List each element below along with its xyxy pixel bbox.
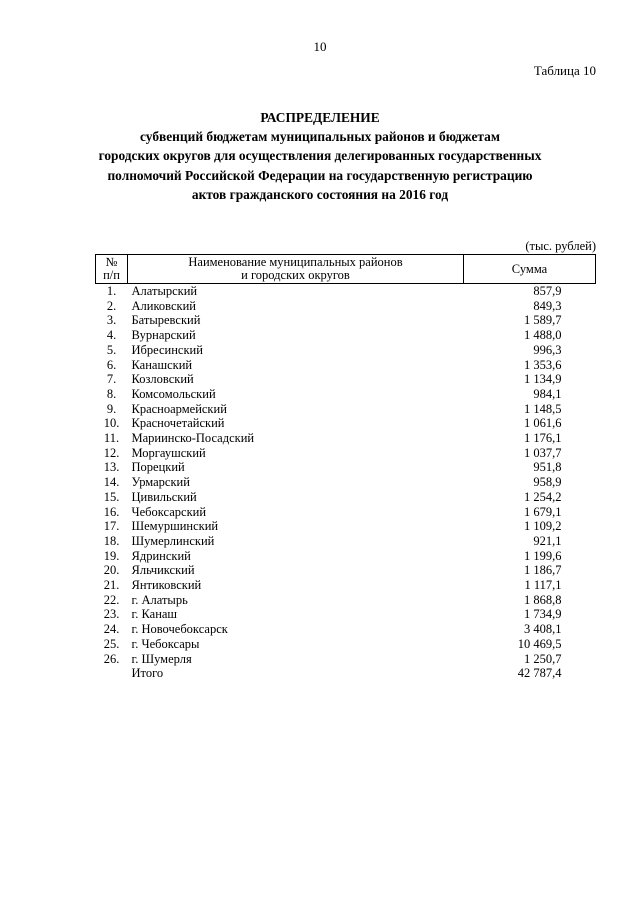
total-row — [96, 666, 596, 681]
row-name: Цивильский — [131, 489, 197, 504]
row-amount: 857,9 — [533, 284, 562, 298]
table-row — [96, 563, 596, 578]
row-number: 21. — [103, 578, 120, 593]
row-number: 18. — [103, 533, 120, 548]
table-row — [96, 622, 596, 637]
row-amount: 1 148,5 — [524, 401, 562, 416]
row-number: 17. — [103, 519, 120, 534]
page-number: 10 — [313, 39, 327, 54]
row-name: Комсомольский — [131, 386, 216, 401]
row-amount: 10 469,5 — [517, 636, 562, 651]
units-note: (тыс. рублей) — [525, 239, 596, 253]
row-name: г. Шумерля — [131, 651, 192, 666]
table-header — [96, 255, 596, 284]
row-amount: 1 186,7 — [524, 563, 562, 578]
table-row — [96, 431, 596, 446]
total-label: Итого — [131, 666, 164, 681]
title-line-4: полномочий Российской Федерации на государственную регистрацию — [107, 167, 533, 183]
row-number: 22. — [103, 592, 120, 607]
header-num-line-1: № — [105, 255, 118, 269]
row-number: 16. — [103, 504, 120, 519]
table-row — [96, 475, 596, 490]
table-row — [96, 299, 596, 314]
row-number: 1. — [106, 284, 117, 298]
row-number: 2. — [106, 298, 117, 313]
header-name-line-2: и городских округов — [241, 268, 350, 282]
table-row — [96, 652, 596, 667]
row-name: Красноармейский — [131, 401, 227, 416]
table-row — [96, 358, 596, 373]
row-name: Батыревский — [131, 313, 201, 328]
row-name: Мариинско-Посадский — [131, 431, 255, 446]
row-amount: 921,1 — [533, 533, 562, 548]
row-name: г. Алатырь — [131, 592, 188, 607]
row-number: 15. — [103, 489, 120, 504]
table-row — [96, 490, 596, 505]
row-name: Ибресинский — [131, 342, 203, 357]
row-amount: 1 061,6 — [524, 416, 562, 431]
row-amount: 1 250,7 — [524, 651, 562, 666]
table-row — [96, 416, 596, 431]
total-number — [96, 666, 128, 681]
row-amount: 1 353,6 — [524, 357, 562, 372]
row-amount: 1 868,8 — [524, 592, 562, 607]
row-amount: 1 117,1 — [524, 578, 562, 593]
header-num — [96, 255, 128, 284]
distribution-table — [95, 254, 596, 681]
table-row — [96, 343, 596, 358]
row-amount: 984,1 — [533, 386, 562, 401]
table-row — [96, 505, 596, 520]
table-row — [96, 460, 596, 475]
row-amount: 3 408,1 — [524, 622, 562, 637]
row-number: 19. — [103, 548, 120, 563]
row-number: 3. — [106, 313, 117, 328]
row-number: 6. — [106, 357, 117, 372]
row-amount: 1 679,1 — [524, 504, 562, 519]
table-row — [96, 549, 596, 564]
table-row — [96, 387, 596, 402]
row-amount: 996,3 — [533, 342, 562, 357]
row-amount: 1 037,7 — [524, 445, 562, 460]
row-number: 10. — [103, 416, 120, 431]
title-line-3: городских округов для осуществления делегированных государственных — [98, 148, 542, 164]
row-number: 9. — [106, 401, 117, 416]
row-name: г. Канаш — [131, 607, 178, 622]
header-amount: Сумма — [464, 255, 596, 284]
row-name: Чебоксарский — [131, 504, 207, 519]
row-name: Порецкий — [131, 460, 185, 475]
table-row — [96, 534, 596, 549]
header-name-line-1: Наименование муниципальных районов — [188, 255, 403, 269]
row-name: Шумерлинский — [131, 533, 215, 548]
table-row — [96, 578, 596, 593]
row-name: г. Новочебоксарск — [131, 622, 228, 637]
row-name: Аликовский — [131, 298, 196, 313]
row-number: 23. — [103, 607, 120, 622]
table-row — [96, 519, 596, 534]
row-amount: 1 199,6 — [524, 548, 562, 563]
row-name: Алатырский — [131, 284, 198, 298]
row-number: 4. — [106, 328, 117, 343]
title-line-5: актов гражданского состояния на 2016 год — [191, 186, 449, 202]
row-number: 25. — [103, 636, 120, 651]
title-line-2: субвенций бюджетам муниципальных районов и бюджетам — [140, 129, 500, 145]
row-amount: 849,3 — [533, 298, 562, 313]
row-amount: 951,8 — [533, 460, 562, 475]
table-row — [96, 313, 596, 328]
row-name: Канашский — [131, 357, 193, 372]
row-amount: 1 134,9 — [524, 372, 562, 387]
row-number: 7. — [106, 372, 117, 387]
row-number: 11. — [103, 431, 120, 446]
header-num-line-2: п/п — [103, 268, 120, 282]
row-amount: 1 734,9 — [524, 607, 562, 622]
row-number: 26. — [103, 651, 120, 666]
row-amount: 1 589,7 — [524, 313, 562, 328]
total-amount: 42 787,4 — [517, 666, 562, 681]
row-number: 5. — [106, 342, 117, 357]
row-amount: 1 488,0 — [524, 328, 562, 343]
row-amount: 1 176,1 — [524, 431, 562, 446]
row-name: Красночетайский — [131, 416, 225, 431]
table-row — [96, 607, 596, 622]
row-number: 14. — [103, 475, 120, 490]
row-name: Яльчикский — [131, 563, 195, 578]
row-name: Моргаушский — [131, 445, 206, 460]
table-row — [96, 637, 596, 652]
table-body — [96, 284, 596, 681]
row-name: г. Чебоксары — [131, 636, 200, 651]
row-name: Янтиковский — [131, 578, 202, 593]
row-number: 20. — [103, 563, 120, 578]
row-amount: 1 109,2 — [524, 519, 562, 534]
row-name: Урмарский — [131, 475, 190, 490]
row-number: 24. — [103, 622, 120, 637]
table-row — [96, 446, 596, 461]
row-number: 8. — [106, 386, 117, 401]
table-row — [96, 593, 596, 608]
row-name: Шемуршинский — [131, 519, 219, 534]
row-number: 13. — [103, 460, 120, 475]
table-row — [96, 372, 596, 387]
row-number: 12. — [103, 445, 120, 460]
header-name — [128, 255, 464, 284]
row-name: Вурнарский — [131, 328, 196, 343]
row-amount: 958,9 — [533, 475, 562, 490]
row-amount: 1 254,2 — [524, 489, 562, 504]
table-row — [96, 284, 596, 299]
table-label: Таблица 10 — [533, 63, 596, 78]
table-row — [96, 328, 596, 343]
table-row — [96, 402, 596, 417]
row-name: Козловский — [131, 372, 194, 387]
row-name: Ядринский — [131, 548, 191, 563]
document-title — [40, 108, 600, 204]
title-line-1: РАСПРЕДЕЛЕНИЕ — [260, 110, 380, 125]
